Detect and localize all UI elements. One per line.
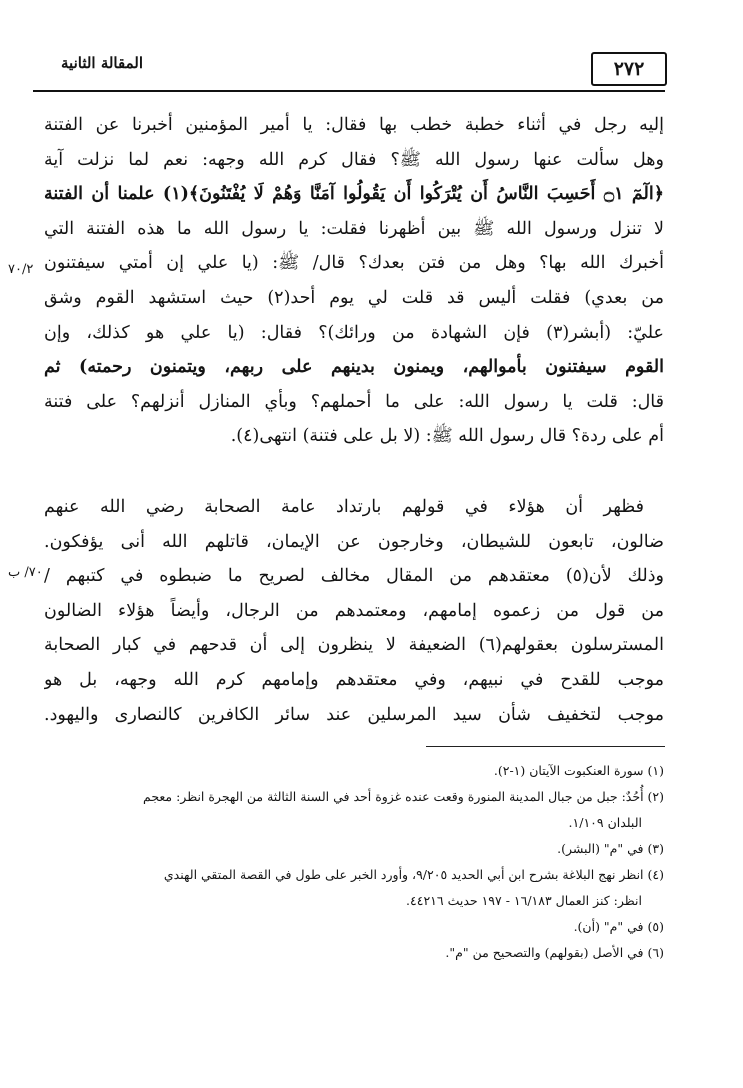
- quran-verse-line: ﴿الٓمٓ ۝١ أَحَسِبَ النَّاسُ أَن يُتْرَكُوا أَن يَقُولُوا آمَنَّا وَهُمْ لَا يُفْتَنُونَ﴾(١) علمنا أن الفتنة: [44, 184, 664, 205]
- paragraph-2: [44, 490, 664, 732]
- section-title: المقالة الثانية: [61, 54, 143, 72]
- footnote-continuation: انظر: كنز العمال ١٦/١٨٣ - ١٩٧ حديث ٤٤٢١٦.: [406, 893, 642, 908]
- text-line: وذلك لأن(٥) معتقدهم من المقال مخالف لصريح ما ضبطوه في كتبهم /: [44, 566, 664, 587]
- text-line: موجب لتخفيف شأن سيد المرسلين عند سائر الكافرين كالنصارى واليهود.: [44, 704, 664, 725]
- text-line: لا تنزل ورسول الله ﷺ بين أظهرنا فقلت: يا رسول الله ما هذه الفتنة التي: [44, 218, 664, 239]
- text-line: أخبرك الله بها؟ وهل من فتن بعدك؟ قال/ ﷺ: (يا علي إن أمتي سيفتنون: [44, 253, 664, 274]
- footnote: (٤) انظر نهج البلاغة بشرح ابن أبي الحديد ٩/٢٠٥، وأورد الخبر على طول في القصة المتقي الهندي: [163, 867, 664, 882]
- footnote: (٣) في "م" (البشر).: [557, 841, 664, 856]
- text-line: من بعدي) فقلت أليس قد قلت لي يوم أحد(٢) حيث استشهد القوم وشق: [44, 287, 664, 308]
- footnote: (٥) في "م" (أن).: [573, 919, 664, 934]
- text-line: فظهر أن هؤلاء في قولهم بارتداد عامة الصحابة رضي الله عنهم: [44, 497, 644, 517]
- text-line: عليّ: (أبشر(٣) فإن الشهادة من ورائك)؟ فقال: (يا علي هو كذلك، وإن: [44, 322, 664, 343]
- footnote: (٢) أُحُدٌ: جبل من جبال المدينة المنورة وقعت عنده غزوة أحد في السنة الثالثة من الهجرة انظر: معجم: [143, 789, 664, 804]
- text-line: وهل سألت عنها رسول الله ﷺ؟ فقال كرم الله وجهه: نعم لما نزلت آية: [44, 149, 664, 170]
- margin-folio-marker: ٧٠/٢: [8, 262, 34, 277]
- text-line: من قول من زعموه إمامهم، ومعتمدهم من الرجال، وأيضاً هؤلاء الضالون: [44, 600, 664, 621]
- text-line: المسترسلون بعقولهم(٦) الضعيفة لا ينظرون إلى أن قدحهم في كبار الصحابة: [44, 635, 664, 656]
- text-line: ضالون، تابعون للشيطان، وخارجون عن الإيمان، قاتلهم الله أنى يؤفكون.: [44, 531, 664, 552]
- footnote-continuation: البلدان ١/١٠٩.: [568, 815, 642, 830]
- footnote-divider: [426, 746, 665, 747]
- footnotes: [44, 758, 664, 966]
- footnote: (١) سورة العنكبوت الآيتان (١-٢).: [493, 763, 664, 778]
- paragraph-1: [44, 108, 664, 454]
- text-line: القوم سيفتنون بأموالهم، ويمنون بدينهم على ربهم، ويتمنون رحمته) ثم: [44, 357, 664, 378]
- text-line: أم على ردة؟ قال رسول الله ﷺ: (لا بل على فتنة) انتهى(٤).: [230, 426, 664, 447]
- page-number: ٢٧٢: [591, 52, 667, 86]
- text-line: موجب للقدح في نبيهم، وفي معتقدهم وإمامهم كرم الله وجهه، بل هو: [44, 669, 664, 690]
- margin-folio-marker: ٧٠/ ب: [8, 565, 43, 580]
- text-line: قال: قلت يا رسول الله: على ما أحملهم؟ وبأي المنازل أنزلهم؟ على فتنة: [44, 391, 664, 412]
- text-line: إليه رجل في أثناء خطبة خطب بها فقال: يا أمير المؤمنين أخبرنا عن الفتنة: [44, 115, 664, 135]
- header-divider: [33, 90, 665, 92]
- footnote: (٦) في الأصل (بقولهم) والتصحيح من "م".: [445, 945, 664, 960]
